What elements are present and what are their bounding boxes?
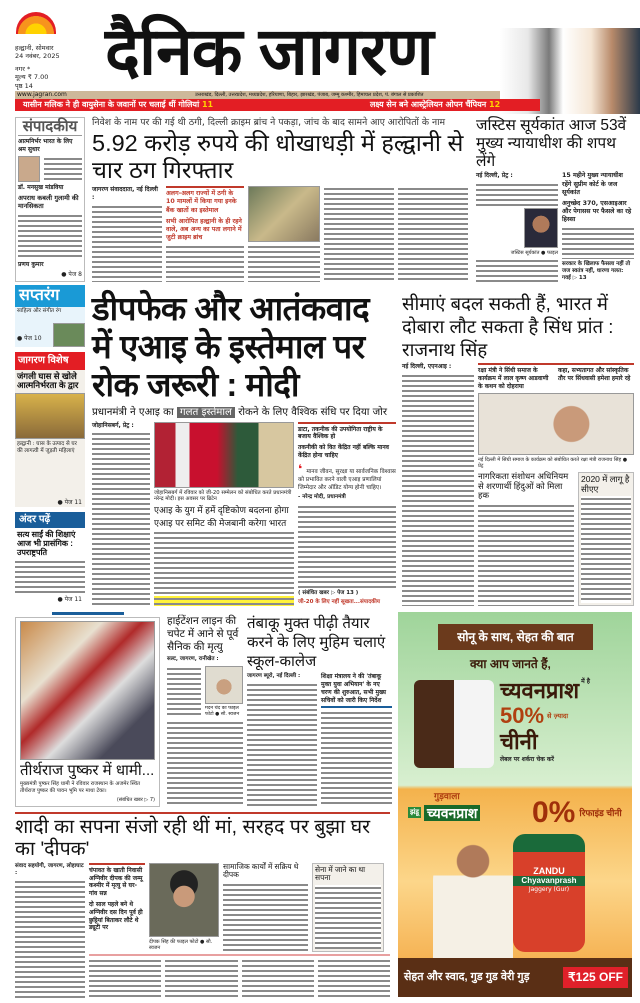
vishesh-photo <box>15 393 85 439</box>
ad-footer <box>398 958 632 997</box>
lead-dateline: जागरण संवाददाता, नई दिल्ली : <box>92 186 158 201</box>
editorial-box <box>15 117 85 282</box>
justice-dateline: नई दिल्ली, प्रेट्र : <box>476 172 513 180</box>
chyavanprash-jar <box>513 834 585 952</box>
saptrang-sub: साहित्य और संगीत रंग <box>17 308 62 315</box>
justice-related-link[interactable]: सरकार के खिलाफ फैसला नहीं तो जज स्वतंत्र नहीं, धारणा गलत: गवई ▷ 13 <box>562 260 631 281</box>
continued-ref[interactable]: ( संबंधित खबर ▷ पेज 13 ) <box>298 589 359 596</box>
pushkar-box <box>15 617 160 807</box>
rajnath-story <box>402 292 634 606</box>
modi-subhead: प्रधानमंत्री ने एआइ का गलत इस्तेमाल रोकने के लिए वैश्विक संधि पर दिया जोर <box>92 406 387 418</box>
deepak-headline[interactable]: शादी का सपना संजो रही थीं मां, सरहद पर बुझा घर का 'दीपक' <box>15 816 371 861</box>
vishesh-title: जागरण विशेष <box>15 352 85 370</box>
deepak-story <box>15 812 390 1000</box>
quote-icon: ❛ <box>298 461 307 476</box>
tobacco-headline[interactable]: तंबाकू मुक्त पीढ़ी तैयार करने के लिए मुहिम चलाएं स्कूल-कालेज <box>247 615 386 670</box>
edition: नगर * <box>15 64 31 73</box>
website[interactable]: www.jagran.com <box>17 91 67 98</box>
date: 24 नवंबर, 2025 <box>15 52 60 61</box>
editorial-author: प्रणय कुमार <box>18 261 44 269</box>
rajnath-headline[interactable]: सीमाएं बदल सकती हैं, भारत में दोबारा लौट सकता है सिंध प्रांत : राजनाथ सिंह <box>402 293 614 361</box>
lead-headline[interactable]: 5.92 करोड़ रुपये की धोखाधड़ी में हल्द्वानी से चार ठग गिरफ्तार <box>92 130 464 184</box>
tobacco-dateline: जागरण ब्यूरो, नई दिल्ली : <box>247 673 301 680</box>
ad-zero: 0% <box>532 796 576 829</box>
ad-banner: सोनू के साथ, सेहत की बात <box>438 624 593 650</box>
jagran-logo-sun <box>16 12 56 34</box>
saptrang-title: सप्तरंग <box>15 285 85 307</box>
page-ref[interactable]: ● पेज 11 <box>57 596 82 604</box>
vishesh-headline[interactable]: जंगली घास से खोले आत्मनिर्भरता के द्वार <box>17 370 79 391</box>
deepak-photo <box>149 863 219 937</box>
caa-box-title: 2020 में लागू है सीएए <box>581 473 630 494</box>
vishesh-caption: हल्द्वानी : घास के उत्पाद से घर की लागत्वी में जुड़ती महिलाएं <box>17 441 77 455</box>
zandu-logo: झंडू <box>408 807 421 818</box>
saptrang-box[interactable] <box>15 285 85 347</box>
lead-kicker: निवेश के नाम पर की गई थी ठगी, दिल्ली क्राइम ब्रांच ने पकड़ा, जांच के बाद सामने आए आरोपितों के नाम <box>92 117 446 128</box>
rajnath-bullet: कहा, सभ्यतागत और सांस्कृतिक तौर पर सिंधवासी हमेशा हमारे रहे <box>558 367 631 383</box>
ad-offer-badge: ₹125 OFF <box>563 967 628 989</box>
hightension-story <box>167 615 243 807</box>
modi-story <box>92 290 396 606</box>
editorial-item[interactable]: अपराध कबली गुलामी की मानसिकता <box>18 193 79 211</box>
ad-brand-small: गुड़वाला <box>434 792 460 802</box>
soldier-photo <box>205 666 243 704</box>
price: मूल्य ₹ 7.00 <box>15 73 49 82</box>
g20-photo-caption: जोहानिसबर्ग में रविवार को जी-20 सम्मेलन को संबोधित करते प्रधानमंत्री नरेन्द्र मोदी। इस अवसर पर ब्रिटेन <box>154 489 292 503</box>
caa-box-title: नागरिकता संशोधन अधिनियम से शरणार्थी हिंदुओं को मिला हक <box>478 470 569 501</box>
caa-box-2 <box>578 472 634 606</box>
ad-question: क्या आप जानते हैं, <box>470 657 551 671</box>
quote-author: - नरेन्द्र मोदी, प्रधानमंत्री <box>298 494 346 501</box>
hightension-headline[interactable]: हाईटेंशन लाइन की चपेट में आने से पूर्व सैनिक की मृत्यु <box>167 615 239 654</box>
ad-claim-sugar: चीनी <box>500 728 538 754</box>
ad-brand-product: च्यवनप्राश <box>424 805 480 821</box>
tobacco-sidebar: शिक्षा मंत्रालय ने की 'तंबाकू मुक्त युवा अभियान' के नए चरण की शुरुआत, सभी मुख्य सचिवों को जारी किए निर्देश <box>321 673 387 704</box>
jagran-vishesh-box <box>15 352 85 507</box>
modi-subheading-1: एआइ के युग में हमें दृष्टिकोण बदलना होगा <box>154 505 289 516</box>
ad-claim-more: से ज़्यादा <box>547 711 569 720</box>
city-day: हल्द्वानी, सोमवार <box>15 44 54 52</box>
chyavanprash-sugar-split-icon <box>414 680 494 768</box>
inside-title: अंदर पढ़ें <box>15 512 85 528</box>
ad-claim-product: च्यवनप्राश <box>500 678 580 703</box>
dhami-pushkar-photo <box>20 621 155 760</box>
deepak-bullets: चंपावत के खाती निवासी अग्निवीर दीपक की जम्मू कश्मीर में मृत्यु से घर-गांव सन्न दो साल पहले बने थे अग्निवीर दस दिन पूर्व ही छुट्टियां बिताकर लौटे थे ड्यूटी पर <box>89 866 143 932</box>
justice-headline[interactable]: जस्टिस सूर्यकांत आज 53वें मुख्य न्यायाधीश की शपथ लेंगे <box>476 117 627 170</box>
ad-refined: रिफाइंड चीनी <box>579 808 622 819</box>
sonu-sood-photo <box>433 840 513 958</box>
ad-claim-percent: 50% <box>500 703 545 729</box>
brown-strip <box>15 91 500 99</box>
rajnath-dateline: नई दिल्ली, एएनआइ : <box>402 363 452 371</box>
modi-bullets: डाटा, तकनीक की उपयोगिता राष्ट्रीय के बजाय वैश्विक हो तकनीकी को वित केंद्रित नहीं बल्कि मानव केंद्रित होना चाहिए <box>298 425 390 459</box>
teaser-1[interactable]: यासीन मलिक ने ही वायुसेना के जवानों पर चलाई थीं गोलियां 11 <box>23 100 214 109</box>
saptrang-photo <box>53 323 85 347</box>
editorial-author: डॉ. मनसुख मांडविया <box>18 183 64 191</box>
deepak-sidebar <box>312 863 384 952</box>
ad-label-note: लेबल पर शर्करा चेक करें <box>500 755 554 763</box>
ad-tagline: सेहत और स्वाद, गुड गुड वेरी गुड़ <box>404 971 530 984</box>
deepak-subheading-2: सेना में जाने का था सपना <box>315 864 366 883</box>
newspaper-title: दैनिक जागरण <box>105 14 433 88</box>
pushkar-caption: मुख्यमंत्री पुष्कर सिंह धामी ने रविवार राजस्थान के अजमेर स्थित तीर्थराज पुष्कर की पावन भूमि पर माथा टेका। <box>20 780 141 794</box>
soldier-photo-caption: मदन चंद का फाइल फोटो ● सौ. स्वजन <box>205 705 240 717</box>
justice-photo <box>524 208 558 248</box>
justice-story <box>476 117 634 282</box>
modi-headline[interactable]: डीपफेक और आतंकवाद में एआइ के इस्तेमाल पर रोक जरूरी : मोदी <box>92 290 370 403</box>
inside-headline[interactable]: सत्य साईं की शिक्षाएं आज भी प्रासंगिक : उपराष्ट्रपति <box>17 529 76 557</box>
caa-box-1 <box>478 472 574 606</box>
lead-bullet: अलग-अलग राज्यों में ठगी के 10 मामलों में किया गया इनके बैंक खातों का इस्तेमाल सभी आरोपित हल्द्वानी के ही रहने वाले, अब अन्य का पता लगाने में जुटी क्राइम ब्रांच <box>166 190 242 242</box>
deepak-dateline: संवाद सहयोगी, जागरण, लोहाघाट : <box>15 862 84 876</box>
justice-bullets: 15 महीने मुख्य न्यायाधीश रहेंगे सुप्रीम कोर्ट के जज सूर्यकांत अनुच्छेद 370, एसआइआर और पेगासस पर फैसले का रहे हिस्सा <box>562 172 632 224</box>
zandu-chyavanprash-ad[interactable] <box>398 612 632 997</box>
pushkar-headline[interactable]: तीर्थराज पुष्कर में धामी... <box>20 761 155 779</box>
rajnath-photo <box>478 393 634 455</box>
author-photo <box>18 156 40 182</box>
page-ref: ● पेज 10 <box>17 335 42 342</box>
page-count: पृष्ठ 14 <box>15 81 33 90</box>
jar-brand: ZANDU <box>533 866 565 876</box>
deepak-photo-caption: दीपक सिंह की फाइल फोटो ● सौ. स्वजन <box>149 938 213 952</box>
ad-claim-mein: में है <box>581 678 590 685</box>
inside-box <box>15 512 85 604</box>
modi-subheading-2: एआइ पर समिट की मेजबानी करेगा भारत <box>154 517 287 528</box>
tobacco-story <box>247 615 392 807</box>
modi-quote: मानव जीवन, सुरक्षा या सार्वजनिक विश्वास को प्रभावित करने वाली एआइ प्रणालियां जिम्मेदार और ऑडिट योग्य होनी चाहिए। <box>298 468 396 491</box>
editorial-item[interactable]: आत्मनिर्भर भारत के लिए श्रम सुधार <box>18 138 73 154</box>
rajnath-photo-caption: नई दिल्ली में सिंधी समाज के कार्यक्रम को संबोधित करते रक्षा मंत्री राजनाथ सिंह ● प्रेट्र <box>478 456 628 470</box>
editions-line: उत्तराखंड, दिल्ली, उत्तरप्रदेश, मध्यप्रदेश, हरियाणा, बिहार, झारखंड, पंजाब, जम्मू कश्मीर, हिमाचल प्रदेश, पं. बंगाल से प्रकाशित <box>195 92 424 98</box>
teaser-2[interactable]: लक्ष्य सेन बने आस्ट्रेलियन ओपन चैंपियन 12 <box>370 100 501 109</box>
divider <box>52 612 124 615</box>
teaser-bar <box>15 99 540 111</box>
editorial-title: संपादकीय <box>18 118 82 136</box>
currency-notes-photo <box>248 186 320 242</box>
modi-dateline: जोहानिसबर्ग, प्रेट्र : <box>92 421 134 429</box>
page-ref[interactable]: ● पेज 8 <box>61 271 82 279</box>
rajnath-bullet: रक्षा मंत्री ने सिंधी समाज के कार्यक्रम में लाल कृष्ण आडवाणी के कथन को दोहराया <box>478 367 549 390</box>
jar-sub: Jaggery (Gur) <box>528 885 570 893</box>
justice-photo-caption: जस्टिस सूर्यकांत ● फाइल <box>510 249 558 256</box>
modi-quote-block <box>298 462 396 493</box>
jar-product: Chyavanprash <box>513 876 585 885</box>
page-ref[interactable]: (संबंधित खबर ▷ 7) <box>116 796 155 803</box>
lead-story <box>92 117 470 282</box>
g20-summit-photo <box>154 422 294 488</box>
page-ref[interactable]: ● पेज 11 <box>57 499 82 507</box>
hightension-dateline: सल्ट, जागरण, रानीखेत : <box>167 656 219 663</box>
g20-editorial-link[interactable]: जी-20 के लिए नहीं सूखता...संपादकीय <box>298 598 380 605</box>
deepak-subheading-1: सामाजिक कार्यों में सक्रिय थे दीपक <box>223 861 299 880</box>
